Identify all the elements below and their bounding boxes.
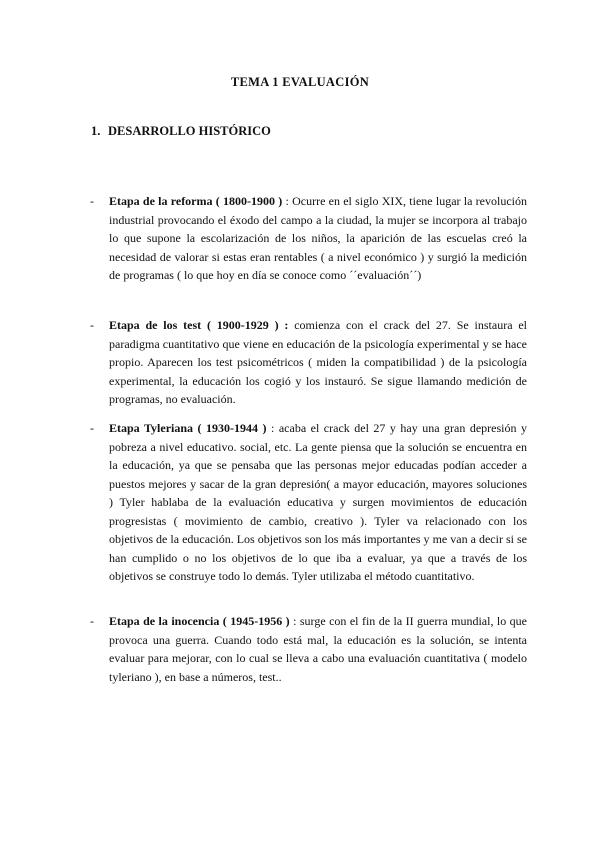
list-item-label: Etapa Tyleriana ( 1930-1944 ): [109, 421, 267, 435]
list-item-text: comienza con el crack del 27. Se instaura el paradigma cuantitativo que viene en educación de la psicología experimental y se hace propio. Aparecen los test psicométricos ( miden la compatibilidad ) de la psicología experimental, la educación los cogió y los instauró. Se sigue llamando medición de programas, no evaluación.: [109, 318, 528, 406]
bullet-dash: -: [90, 194, 94, 208]
list-item-text: acaba el crack del 27 y hay una gran depresión y pobreza a nivel educativo. social, etc. La gente piensa que la solución se encuentra en la educación, ya que se pensaba que las personas mejor educadas podían acceder a puestos mejores y sacar de la gran depresión( a mayor educación, mayores soluciones ) Tyler hablaba de la evaluación educativa y surgen movimientos de educación progresistas ( movimiento de cambio, creativo ). Tyler va relacionado con los objetivos de la educación. Los objetivos son los más importantes y me van a decir si se han cumplido o no los objetivos de lo que iba a evaluar, ya que a través de los objetivos se construye todo lo demás. Tyler utilizaba el método cuantitativo.: [109, 421, 527, 583]
list-item-label: Etapa de la reforma ( 1800-1900 ): [109, 194, 283, 208]
list-item: [90, 316, 527, 409]
list-item: [90, 192, 527, 285]
list-item-paragraph: [109, 419, 527, 586]
list-item-separator: :: [266, 421, 279, 435]
list-item-label: Etapa de los test ( 1900-1929 ) :: [109, 318, 289, 332]
document-title: TEMA 1 EVALUACIÓN: [230, 75, 370, 89]
bullet-dash: -: [90, 614, 94, 628]
list-item: [90, 612, 527, 686]
list-item-separator: :: [289, 614, 300, 628]
list-item-separator: :: [282, 194, 293, 208]
section-heading-text: DESARROLLO HISTÓRICO: [108, 124, 271, 138]
list-item-text: surge con el fin de la II guerra mundial, lo que provoca una guerra. Cuando todo está mal, la educación es la solución, se intenta evaluar para mejorar, con lo cual se lleva a cabo una evaluación cuantitativa ( modelo tyleriano ), en base a números, test..: [109, 614, 527, 684]
list-item-paragraph: [109, 612, 527, 686]
section-heading: [91, 124, 271, 139]
list-item-paragraph: [109, 316, 527, 409]
bullet-dash: -: [90, 318, 94, 332]
list-item-paragraph: [109, 192, 527, 285]
bullet-dash: -: [90, 421, 94, 435]
list-item: [90, 419, 527, 586]
section-number: 1.: [91, 124, 101, 138]
list-item-label: Etapa de la inocencia ( 1945-1956 ): [109, 614, 290, 628]
list-item-text: Ocurre en el siglo XIX, tiene lugar la revolución industrial provocando el éxodo del campo a la ciudad, la mujer se incorpora al trabajo lo que supone la escolarización de los niños, la aparición de las escuelas creó la necesidad de valorar si estas eran rentables ( a nivel económico ) y surgió la medición de programas ( lo que hoy en día se conoce como ´´evaluación´´): [109, 194, 528, 282]
